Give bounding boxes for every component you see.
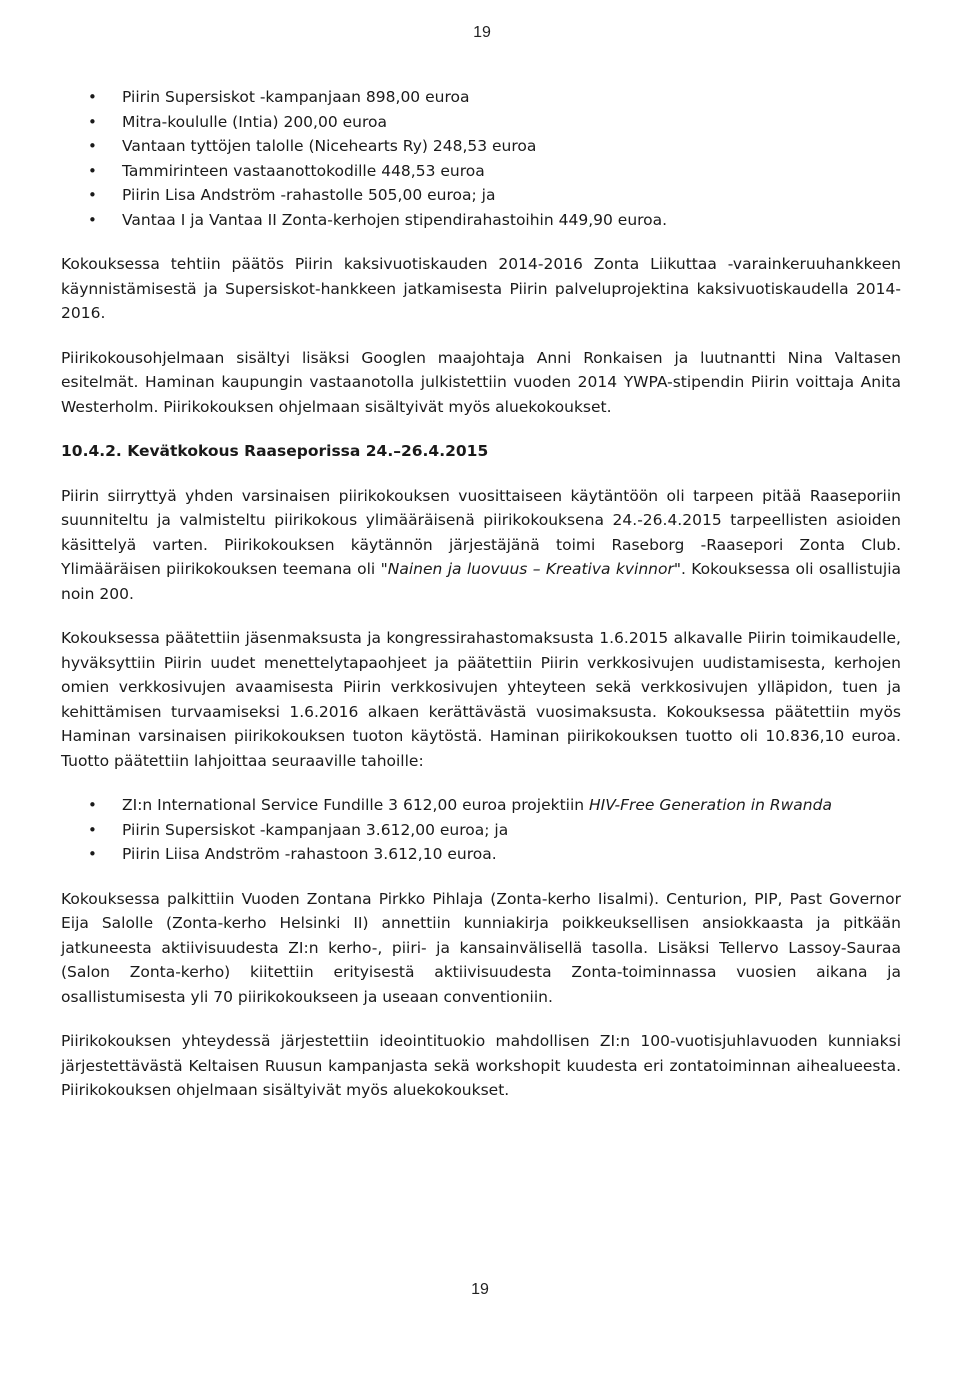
- list-item: • Mitra-koululle (Intia) 200,00 euroa: [61, 110, 901, 135]
- list-item: • Piirin Supersiskot -kampanjaan 898,00 euroa: [61, 85, 901, 110]
- paragraph-spring-meeting: [61, 484, 901, 607]
- paragraph-awards: Kokouksessa palkittiin Vuoden Zontana Pirkko Pihlaja (Zonta-kerho Iisalmi). Centurion, PIP, Past Governor Eija Salolle (Zonta-kerho Helsinki II) annettiin kunniakirja poikkeuksellisen ansiokkaasta ja pitkään jatkuneesta aktiivisuudesta ZI:n kerho-, piiri- ja kansainvälisellä tasolla. Lisäksi Tellervo Lassoy-Sauraa (Salon Zonta-kerho) kiitettiin erityisestä aktiivisuudesta Zonta-toiminnassa vuosien aikana ja osallistumisesta yli 70 piirikokoukseen ja useaan conventioniin.: [61, 889, 901, 1006]
- theme-title: Nainen ja luovuus – Kreativa kvinnor: [387, 560, 674, 578]
- list-item: • Vantaan tyttöjen talolle (Nicehearts Ry) 248,53 euroa: [61, 134, 901, 159]
- list-item: • Piirin Liisa Andström -rahastoon 3.612,10 euroa.: [61, 842, 901, 867]
- paragraph-program: Piirikokousohjelmaan sisältyi lisäksi Googlen maajohtaja Anni Ronkaisen ja luutnantti Nina Valtasen esitelmät. Haminan kaupungin vastaanotolla julkistettiin vuoden 2014 YWPA-stipendin Piirin voittaja Anita Westerholm. Piirikokouksen ohjelmaan sisältyivät myös aluekokoukset.: [61, 348, 901, 416]
- paragraph-workshops: Piirikokouksen yhteydessä järjestettiin ideointituokio mahdollisen ZI:n 100-vuotisjuhlavuoden kunniaksi järjestettävästä Keltaisen Ruusun kampanjasta sekä workshopit kuudesta eri zontatoiminnan aihealueesta. Piirikokouksen ohjelmaan sisältyivät myös aluekokoukset.: [61, 1032, 901, 1099]
- page-number-bottom: 19: [471, 1281, 489, 1298]
- paragraph-fees: Kokouksessa päätettiin jäsenmaksusta ja kongressirahastomaksusta 1.6.2015 alkavalle Piirin toimikaudelle, hyväksyttiin Piirin uudet menettelytapaohjeet ja päätettiin Piirin verkkosivujen uudistamisesta, kerhojen omien verkkosivujen avaamisesta Piirin verkkosivujen yhteyteen sekä verkkosivujen ylläpidon, tuen ja kehittämisen turvaamiseksi 1.6.2016 alkaen kerättävästä vuosimaksusta. Kokouksessa päätettiin myös Haminan varsinaisen piirikokouksen tuoton käytöstä. Haminan piirikokouksen tuotto oli 10.836,10 euroa. Tuotto päätettiin lahjoittaa seuraaville tahoille:: [61, 629, 901, 770]
- section-heading: 10.4.2. Kevätkokous Raaseporissa 24.–26.4.2015: [61, 442, 489, 460]
- document-body: [61, 85, 901, 1103]
- list-item: • Piirin Lisa Andström -rahastolle 505,00 euroa; ja: [61, 183, 901, 208]
- page-number-top: 19: [473, 24, 491, 41]
- text-run: ZI:n International Service Fundille 3 612,00 euroa projektiin: [122, 796, 590, 814]
- text-run: ". Kokouksessa oli osallistujia noin 200.: [61, 560, 901, 603]
- donation-list-2: [61, 793, 901, 867]
- list-item: • Vantaa I ja Vantaa II Zonta-kerhojen stipendirahastoihin 449,90 euroa.: [61, 208, 901, 233]
- text-run: Piirin siirryttyä yhden varsinaisen piirikokouksen vuosittaiseen käytäntöön oli tarpeen pitää Raaseporiin suunniteltu ja valmisteltu piirikokous ylimääräisenä piirikokouksena 24.-26.4.2015 tarpeellisten asioiden käsittelyä varten. Piirikokouksen käytännön järjestäjänä toimi Raseborg -Raasepori Zonta Club. Ylimääräisen piirikokouksen teemana oli ": [61, 486, 901, 578]
- list-item: • Tammirinteen vastaanottokodille 448,53 euroa: [61, 159, 901, 184]
- list-item: [61, 793, 901, 818]
- project-name: HIV-Free Generation in Rwanda: [589, 796, 832, 814]
- donation-list-1: [61, 85, 901, 232]
- list-item: • Piirin Supersiskot -kampanjaan 3.612,00 euroa; ja: [61, 818, 901, 843]
- paragraph-decision: Kokouksessa tehtiin päätös Piirin kaksivuotiskauden 2014-2016 Zonta Liikuttaa -varainkeruuhankkeen käynnistämisestä ja Supersiskot-hankkeen jatkamisesta Piirin palveluprojektina kaksivuotiskaudella 2014-2016.: [61, 255, 901, 322]
